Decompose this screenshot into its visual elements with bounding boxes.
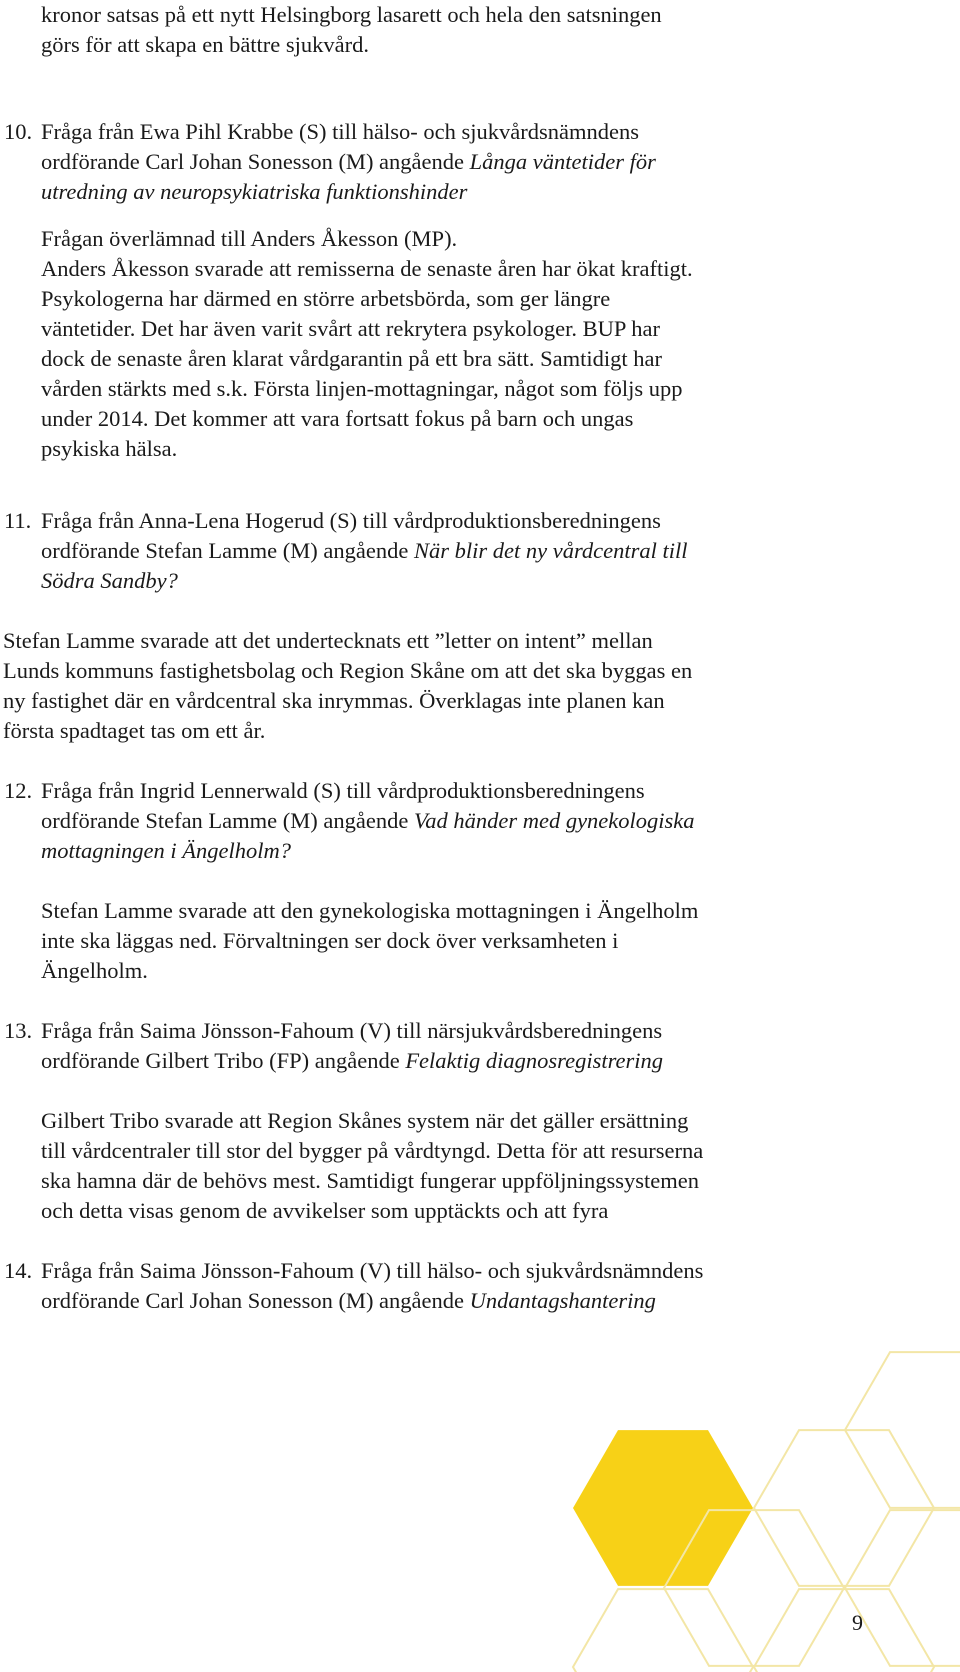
hexagon-outline xyxy=(573,1589,753,1672)
item-number: 14. xyxy=(4,1258,33,1283)
answer-line: Gilbert Tribo svarade att Region Skånes system när det gäller ersättning xyxy=(41,1108,689,1133)
answer-line: Lunds kommuns fastighetsbolag och Region Skåne om att det ska byggas en xyxy=(3,658,693,683)
item-number: 10. xyxy=(4,119,33,144)
question-title: Långa väntetider för xyxy=(469,149,656,174)
answer-line: Frågan överlämnad till Anders Åkesson (MP). xyxy=(41,226,458,251)
question-title: Felaktig diagnosregistrering xyxy=(405,1048,663,1073)
hexagon-outline xyxy=(845,1510,960,1666)
question-text: ordförande Stefan Lamme (M) angående xyxy=(41,808,414,833)
answer-line: väntetider. Det har även varit svårt att rekrytera psykologer. BUP har xyxy=(41,316,660,341)
answer-line: till vårdcentraler till stor del bygger på vårdtyngd. Detta för att resurserna xyxy=(41,1138,704,1163)
answer-line: dock de senaste åren klarat vårdgarantin på ett bra sätt. Samtidigt har xyxy=(41,346,663,371)
question-title: Undantagshantering xyxy=(469,1288,656,1313)
answer-line: ska hamna där de behövs mest. Samtidigt fungerar uppföljningssystemen xyxy=(41,1168,699,1193)
question-line: Fråga från Saima Jönsson-Fahoum (V) till närsjukvårdsberedningens xyxy=(41,1018,663,1043)
item-number: 12. xyxy=(4,778,33,803)
answer-line: Stefan Lamme svarade att det undertecknats ett ”letter on intent” mellan xyxy=(3,628,653,653)
answer-line: Psykologerna har därmed en större arbetsbörda, som ger längre xyxy=(41,286,611,311)
answer-line: vården stärkts med s.k. Första linjen-mottagningar, något som följs upp xyxy=(41,376,683,401)
question-line: Fråga från Ewa Pihl Krabbe (S) till hälso- och sjukvårdsnämndens xyxy=(41,119,639,144)
text-line: görs för att skapa en bättre sjukvård. xyxy=(41,32,370,57)
item-number: 11. xyxy=(4,508,32,533)
answer-line: och detta visas genom de avvikelser som upptäckts och att fyra xyxy=(41,1198,609,1223)
question-line: Fråga från Saima Jönsson-Fahoum (V) till hälso- och sjukvårdsnämndens xyxy=(41,1258,704,1283)
question-text: ordförande Stefan Lamme (M) angående xyxy=(41,538,414,563)
hexagon-filled xyxy=(573,1430,753,1586)
question-text: ordförande Gilbert Tribo (FP) angående xyxy=(41,1048,406,1073)
text-line: kronor satsas på ett nytt Helsingborg lasarett och hela den satsningen xyxy=(41,2,662,27)
answer-line: inte ska läggas ned. Förvaltningen ser dock över verksamheten i xyxy=(41,928,619,953)
answer-line: psykiska hälsa. xyxy=(41,436,178,461)
question-title: När blir det ny vårdcentral till xyxy=(413,538,688,563)
question-text: ordförande Carl Johan Sonesson (M) angående xyxy=(41,1288,470,1313)
answer-line: Stefan Lamme svarade att den gynekologiska mottagningen i Ängelholm xyxy=(41,898,699,923)
question-text: ordförande Carl Johan Sonesson (M) angående xyxy=(41,149,470,174)
answer-line: Ängelholm. xyxy=(41,958,148,983)
page-number: 9 xyxy=(852,1610,863,1635)
item-number: 13. xyxy=(4,1018,33,1043)
hexagon-group xyxy=(573,1352,960,1672)
question-title: mottagningen i Ängelholm? xyxy=(41,838,291,863)
answer-line: ny fastighet där en vårdcentral ska inrymmas. Överklagas inte planen kan xyxy=(3,688,665,713)
answer-line: första spadtaget tas om ett år. xyxy=(3,718,266,743)
question-title: Södra Sandby? xyxy=(41,568,178,593)
answer-line: Anders Åkesson svarade att remisserna de senaste åren har ökat kraftigt. xyxy=(41,256,693,281)
answer-line: under 2014. Det kommer att vara fortsatt fokus på barn och ungas xyxy=(41,406,634,431)
question-line: Fråga från Ingrid Lennerwald (S) till vårdproduktionsberedningens xyxy=(41,778,645,803)
question-title: utredning av neuropsykiatriska funktionshinder xyxy=(41,179,468,204)
hexagon-outline xyxy=(754,1589,934,1672)
question-line: Fråga från Anna-Lena Hogerud (S) till vårdproduktionsberedningens xyxy=(41,508,661,533)
question-title: Vad händer med gynekologiska xyxy=(413,808,695,833)
